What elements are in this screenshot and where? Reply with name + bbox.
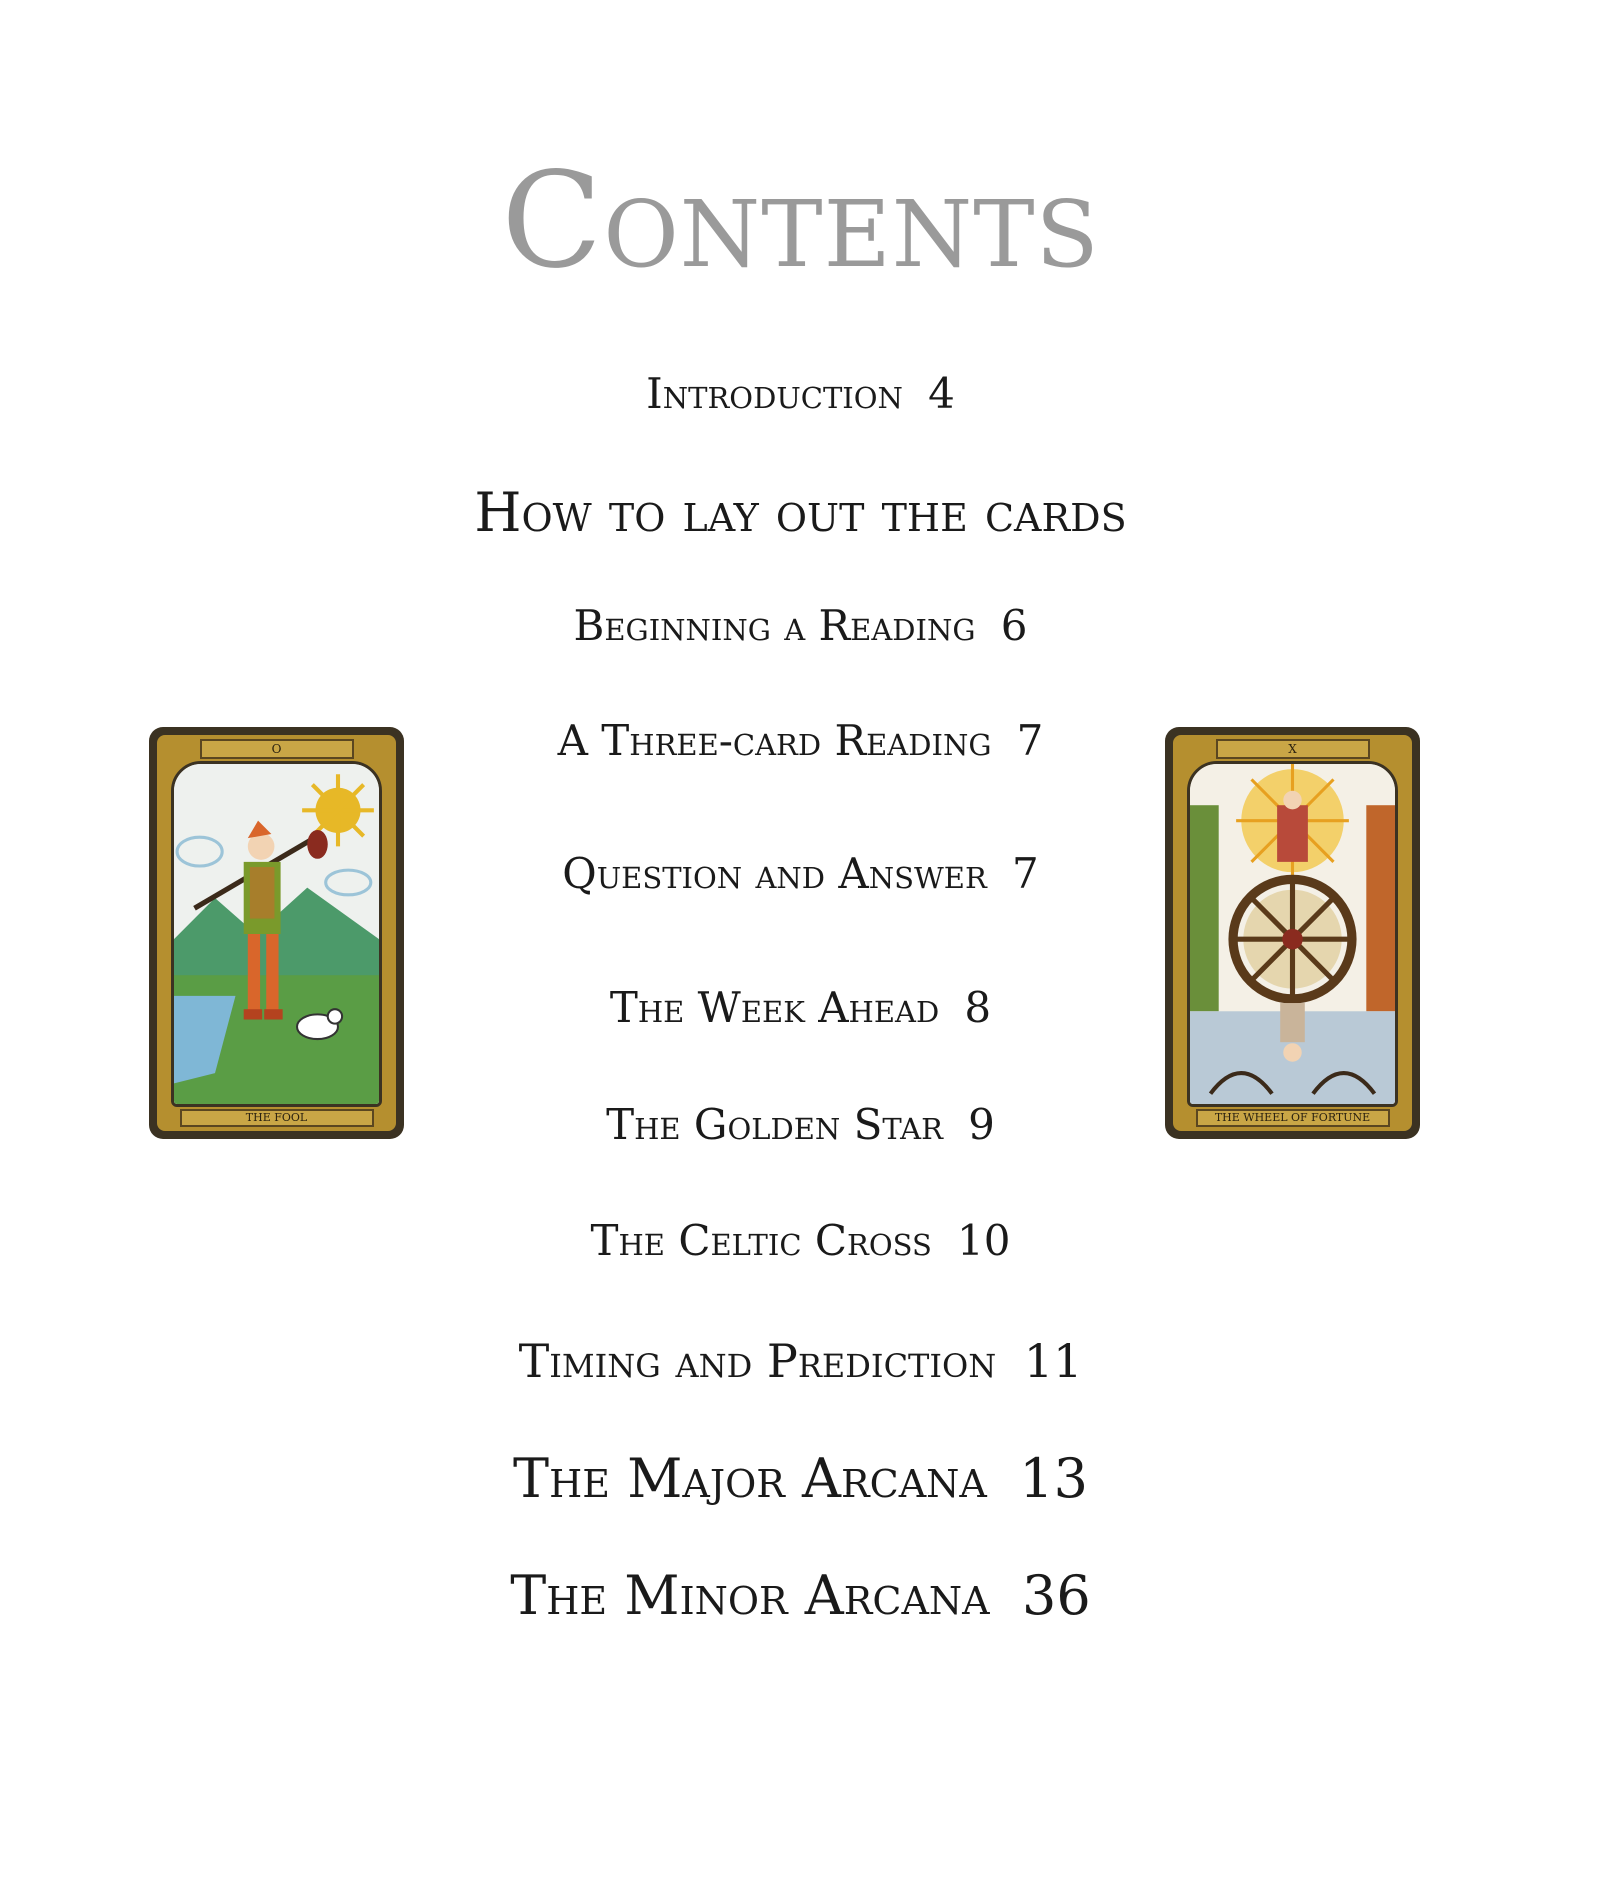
- toc-entry-page: 9: [968, 1100, 995, 1149]
- toc-section-heading-layout: [0, 481, 1601, 544]
- toc-entry-major-arcana[interactable]: [0, 1447, 1601, 1510]
- card-frame: [157, 735, 396, 1131]
- toc-entry-page: 10: [957, 1216, 1011, 1265]
- queen-figure: [1277, 805, 1308, 862]
- toc-entry-title: Beginning a Reading: [573, 601, 976, 650]
- toc-entry-beginning-reading[interactable]: [0, 601, 1601, 650]
- tarot-card-fool: [149, 727, 404, 1139]
- card-numeral: O: [200, 739, 354, 759]
- toc-entry-title: The Golden Star: [606, 1100, 943, 1149]
- toc-entry-title: The Minor Arcana: [510, 1564, 990, 1627]
- page-title: Contents: [501, 144, 1100, 298]
- toc-entry-page: 7: [1011, 849, 1039, 898]
- fool-illustration: [171, 761, 382, 1107]
- card-name: THE FOOL: [180, 1109, 374, 1127]
- toc-entry-title: The Week Ahead: [609, 983, 940, 1032]
- tree-left: [1190, 805, 1219, 1011]
- man-figure: [1280, 1003, 1305, 1042]
- toc-entry-title: A Three-card Reading: [557, 716, 992, 765]
- toc-entry-celtic-cross[interactable]: [0, 1216, 1601, 1265]
- toc-entry-title: Timing and Prediction: [518, 1334, 997, 1388]
- toc-entry-introduction[interactable]: [0, 369, 1601, 418]
- toc-entry-title: Introduction: [646, 369, 903, 418]
- toc-entry-page: 6: [1000, 601, 1028, 650]
- card-name: THE WHEEL OF FORTUNE: [1196, 1109, 1390, 1127]
- toc-entry-page: 11: [1023, 1334, 1083, 1388]
- tree-right: [1366, 805, 1395, 1011]
- toc-entry-page: 8: [964, 983, 992, 1032]
- toc-entry-title: The Celtic Cross: [590, 1216, 932, 1265]
- toc-entry-title: Question and Answer: [562, 849, 987, 898]
- toc-entry-page: 7: [1016, 716, 1044, 765]
- toc-entry-timing-prediction[interactable]: [0, 1334, 1601, 1388]
- fool-illustration-svg: [174, 764, 379, 1104]
- card-frame: [1173, 735, 1412, 1131]
- toc-entry-page: 13: [1019, 1447, 1088, 1510]
- wheel-illustration: [1187, 761, 1398, 1107]
- wheel-illustration-svg: [1190, 764, 1395, 1104]
- toc-entry-page: 4: [928, 369, 955, 418]
- toc-entry-page: 36: [1022, 1564, 1091, 1627]
- toc-entry-minor-arcana[interactable]: [0, 1564, 1601, 1627]
- toc-section-title: How to lay out the cards: [474, 481, 1127, 544]
- card-numeral: X: [1216, 739, 1370, 759]
- tarot-card-wheel-of-fortune: [1165, 727, 1420, 1139]
- toc-entry-title: The Major Arcana: [513, 1447, 987, 1510]
